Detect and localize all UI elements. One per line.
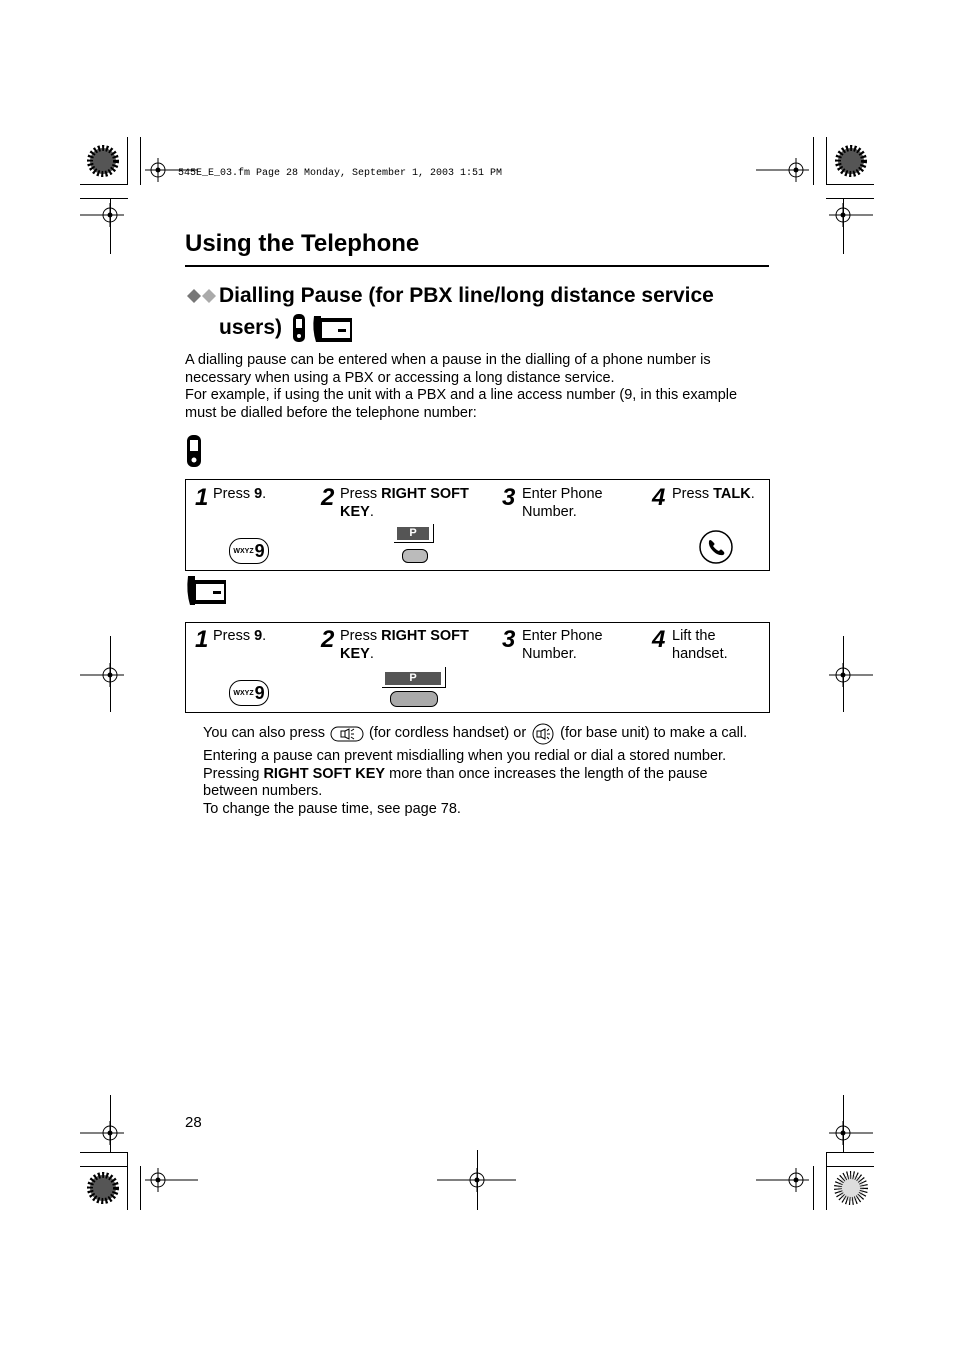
key-letters: WXYZ [233, 547, 254, 555]
step-text-part: Press [340, 486, 382, 502]
step-text-part: Press [672, 486, 714, 502]
step-text-bold: RIGHT SOFT [381, 486, 469, 502]
step-text-bold: RIGHT SOFT [381, 628, 469, 644]
step-2-text [340, 486, 469, 521]
soft-key-p-icon [394, 524, 434, 564]
step-number: 4 [652, 626, 666, 653]
file-info-header: 545E_E_03.fm Page 28 Monday, September 1, 2003 1:51 PM [178, 168, 503, 179]
step-text-part: Enter Phone [522, 628, 603, 644]
cordless-handset-icon [186, 434, 202, 468]
intro-text [185, 352, 775, 422]
notes [203, 723, 778, 818]
step-text-bold: 9 [254, 628, 263, 644]
note-2-line2 [203, 766, 778, 784]
key-9-icon [229, 680, 269, 706]
base-unit-icon [312, 312, 354, 344]
note-text: (for base unit) to make a call. [560, 725, 748, 742]
handset-steps-box [185, 479, 770, 571]
step-text-bold: 9 [254, 486, 263, 502]
step-number: 2 [321, 626, 335, 653]
step-text-part: handset. [672, 645, 728, 662]
note-1 [203, 723, 778, 745]
step-text-part: Lift the [672, 628, 716, 644]
step-text-bold: KEY [340, 503, 370, 520]
step-text-part: Number. [522, 645, 577, 662]
note-text: You can also press [203, 725, 325, 742]
key-digit: 9 [254, 541, 265, 561]
title-rule [185, 265, 769, 267]
step-text-part: Press [340, 628, 382, 644]
sp-phone-button-icon [530, 723, 556, 745]
intro-line: must be dialled before the telephone number: [185, 404, 477, 421]
step-text-part: Number. [522, 503, 577, 520]
step-number: 3 [502, 484, 516, 511]
step-text-bold: KEY [340, 645, 370, 662]
step-text-bold: TALK [713, 486, 751, 502]
base-steps-box [185, 622, 770, 713]
step-text-part: . [369, 645, 374, 662]
step-text-part: . [262, 628, 267, 644]
step-number: 2 [321, 484, 335, 511]
note-2-line1: Entering a pause can prevent misdialling when you redial or dial a stored number. [203, 748, 727, 764]
intro-line: For example, if using the unit with a PBX and a line access number (9, in this example [185, 387, 738, 403]
cordless-handset-icon [291, 312, 307, 344]
diamond-bullet-icon [186, 288, 218, 304]
subsection-title-line2: users) [219, 316, 283, 339]
speakerphone-key-icon [330, 725, 364, 743]
note-text-bold: RIGHT SOFT KEY [263, 765, 386, 782]
page-number: 28 [185, 1114, 202, 1131]
step-text-part: Enter Phone [522, 486, 603, 502]
note-text: Pressing [203, 765, 264, 782]
intro-line: necessary when using a PBX or accessing a long distance service. [185, 369, 615, 386]
note-text: (for cordless handset) or [369, 725, 527, 742]
step-1-text [213, 486, 266, 504]
step-4-text [672, 486, 755, 504]
note-2-line3: between numbers. [203, 783, 323, 799]
step-text-part: Press [213, 628, 255, 644]
step-1-text [213, 628, 266, 646]
step-4-text [672, 628, 728, 663]
step-text-part: . [369, 503, 374, 520]
soft-key-label: P [397, 527, 429, 540]
step-text-part: . [750, 486, 755, 502]
step-number: 1 [195, 626, 209, 653]
talk-key-icon [698, 529, 734, 565]
step-number: 1 [195, 484, 209, 511]
step-number: 3 [502, 626, 516, 653]
section-title: Using the Telephone [185, 230, 420, 257]
subsection-title [219, 280, 779, 344]
step-text-part: . [262, 486, 267, 502]
step-number: 4 [652, 484, 666, 511]
soft-key-label: P [385, 672, 441, 685]
subsection-title-line1: Dialling Pause (for PBX line/long distance service [219, 284, 714, 307]
step-3-text [522, 486, 603, 521]
note-text: more than once increases the length of the pause [385, 765, 708, 782]
step-text-part: Press [213, 486, 255, 502]
step-3-text [522, 628, 603, 663]
key-digit: 9 [254, 683, 265, 703]
soft-key-p-icon [382, 667, 446, 707]
key-9-icon [229, 538, 269, 564]
intro-line: A dialling pause can be entered when a pause in the dialling of a phone number is [185, 352, 711, 368]
key-letters: WXYZ [233, 689, 254, 697]
step-2-text [340, 628, 469, 663]
note-3: To change the pause time, see page 78. [203, 800, 461, 817]
base-unit-icon [186, 574, 228, 606]
